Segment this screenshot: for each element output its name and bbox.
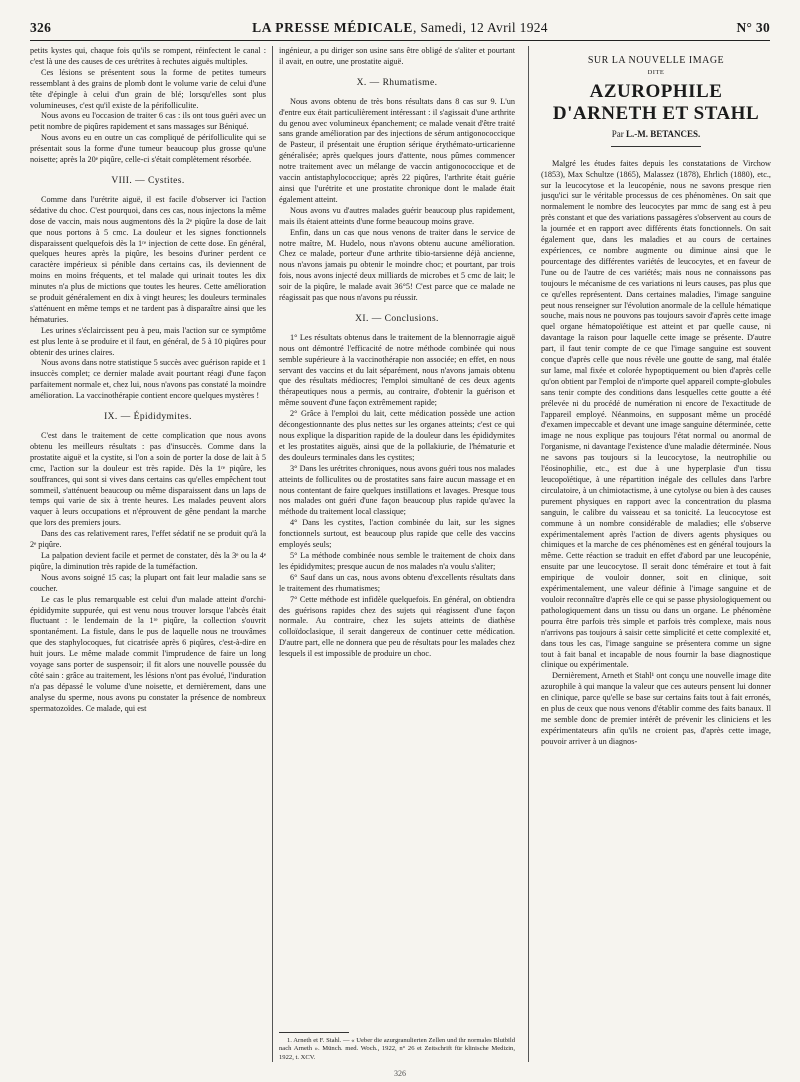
column-middle: [279, 46, 515, 1062]
column-right: [541, 46, 771, 1062]
section-number: VIII.: [111, 175, 133, 186]
section-number: X.: [356, 77, 367, 88]
footnote-rule: [279, 1032, 349, 1033]
article-title-main: AZUROPHILE: [589, 80, 723, 102]
paragraph: Nous avons eu l'occasion de traiter 6 cas : ils ont tous guéri avec un petit nombre de piqûres rapidement et sans massages sur Béniqué.: [30, 111, 266, 132]
paragraph: 1° Les résultats obtenus dans le traitement de la blennorragie aiguë nous ont démontré l'efficacité de notre méthode combinée qui nous semble supérieure à la vaccinothérapie non associée; en effet, en nous servant des vaccins et du lait séparément, nous n'avons jamais obtenu que des résultats médiocres; l'emploi simultané de ces deux agents thérapeutiques nous a permis, au contraire, d'obtenir la guérison et même souvent d'une façon extrêmement rapide;: [279, 332, 515, 408]
section-heading-epididymites: IX. — Épididymites.: [104, 412, 192, 423]
paragraph: Ces lésions se présentent sous la forme de petites tumeurs ressemblant à des grains de plomb dont le volume varie de celui d'une tête d'épingle à celui d'un grain de blé; lorsqu'elles sont plus volumineuses, c'est qu'il existe de la périfolliculite.: [30, 67, 266, 110]
paragraph: Nous avons soigné 15 cas; la plupart ont fait leur maladie sans se coucher.: [30, 572, 266, 593]
author-name: L.-M. BETANCES.: [625, 128, 701, 139]
title-rule: [611, 146, 701, 147]
section-title: Conclusions.: [384, 313, 439, 324]
column-rule-left: [272, 46, 273, 1062]
page-number: 326: [30, 20, 52, 35]
paragraph: 2° Grâce à l'emploi du lait, cette médication possède une action décongestionnante des plus nettes sur les organes atteints; c'est ce qui nous explique la disparition rapide de la douleur dans les épididymites et les prostatites aiguës, ainsi que de la pollakiurie, de l'hématurie et des douleurs terminales dans les cystites;: [279, 409, 515, 462]
issue-number: N° 30: [736, 20, 770, 35]
column-rule-right: [528, 46, 529, 1062]
paragraph: 5° La méthode combinée nous semble le traitement de choix dans les épididymites; presque aucun de nos malades n'a voulu s'aliter;: [279, 550, 515, 571]
section-number: IX.: [104, 412, 118, 423]
page-footer: 326: [394, 1069, 406, 1078]
running-header: [30, 18, 770, 41]
paragraph: ingénieur, a pu diriger son usine sans être obligé de s'aliter et pourtant il avait, en outre, une prostatite aiguë.: [279, 46, 515, 66]
article-title-line-2: DITE: [647, 68, 665, 76]
paragraph: Le cas le plus remarquable est celui d'un malade atteint d'orchi-épididymite suppurée, qui est venu nous trouver lorsque l'abcès était fluctuant : le lendemain de la 1ʳᵉ piqûre, la collection s'ouvrit spontanément. La fistule, dans le pus de laquelle nous ne trouvâmes que des staphylocoques, fut cicatrisée après 6 piqûres, c'est-à-dire en huit jours. Le même malade commit l'imprudence de faire un long voyage sans porter de suspensoir; il fit alors une nouvelle poussée du côté sain : grâce au traitement, les lésions n'ont pas évolué, l'induration n'a pas dépassé le volume d'une noisette, et dernièrement, dans une analyse du sperme, nous avons pu constater la présence de nombreux spermatozoïdes. Ce malade, qui est: [30, 594, 266, 713]
paragraph: Enfin, dans un cas que nous venons de traiter dans le service de notre maître, M. Hudelo, nous n'avons obtenu aucune amélioration. Chez ce malade, porteur d'une arthrite tibio-tarsienne déjà ancienne, nous n'avons jamais pu obtenir le moindre choc; et pourtant, par trois fois, nous avons injecté deux milliards de microbes et 5 cmc de lait; le soir de la piqûre, le malade avait 36°5! C'est parce que ce malade ne réagissait pas que nous n'avons pu réussir.: [279, 227, 515, 303]
article-title-block: [541, 56, 771, 147]
column-left: [30, 46, 266, 1062]
footnote-block: [279, 1032, 515, 1062]
section-heading-rhumatisme: X. — Rhumatisme.: [356, 77, 438, 88]
journal-title: [30, 20, 770, 36]
paragraph: 6° Sauf dans un cas, nous avons obtenu d'excellents résultats dans le traitement des rhumatismes;: [279, 572, 515, 593]
paragraph: La palpation devient facile et permet de constater, dès la 3ᵉ ou la 4ᵉ piqûre, la diminution très rapide de la tuméfaction.: [30, 550, 266, 571]
section-title: Épididymites.: [133, 412, 192, 423]
issue-date: , Samedi, 12 Avril 1924: [412, 20, 548, 35]
paragraph: Dernièrement, Arneth et Stahl¹ ont conçu une nouvelle image dite azurophile à qui manque la valeur que ces auteurs pensent lui donner en clinique, parce qu'elle se base sur certains faits tout à fait erronés, en plus de ceux que nous venons d'établir comme des faits banaux. Il me semble donc de premier intérêt de prévenir les cliniciens et les expérimentateurs afin qu'ils ne croient pas, d'après cette image, pouvoir arriver à un diagnos-: [541, 671, 771, 746]
paragraph: Nous avons dans notre statistique 5 succès avec guérison rapide et 1 insuccès complet; ce dernier malade avait pourtant réagi d'une façon parfaitement normale et, chez lui, nous n'avons pas constaté la moindre amélioration. La vaccinothérapie contient encore quelques mystères !: [30, 358, 266, 401]
paragraph: 3° Dans les urétrites chroniques, nous avons guéri tous nos malades atteints de folliculites ou de prostatites sans faire aucun massage et en nous contentant de faire quelques instillations et lavages. Presque tous nos malades ont guéri d'une façon beaucoup plus rapide qu'avec la méthode du traitement local classique;: [279, 463, 515, 517]
section-heading-conclusions: XI. — Conclusions.: [355, 313, 439, 324]
section-title: Rhumatisme.: [382, 77, 438, 88]
byline-prefix: Par: [611, 128, 624, 139]
section-title: Cystites.: [148, 175, 185, 186]
section-number: XI.: [355, 313, 369, 324]
paragraph: Nous avons eu en outre un cas compliqué de périfolliculite qui se présentait sous la forme d'une tumeur beaucoup plus grosse qu'une noisette; après la 20ᵉ piqûre, celle-ci s'était complètement résorbée.: [30, 133, 266, 165]
footnote: 1. Arneth et F. Stahl. — « Ueber die azurgranulierten Zellen und ihr normales Blutbild nach Arneth ». Münch. med. Woch., 1922, n° 26 et Zeitschrift für klinische Medizin, 1922, t. XCV.: [279, 1036, 515, 1061]
paragraph: 4° Dans les cystites, l'action combinée du lait, sur les signes fonctionnels surtout, est beaucoup plus rapide que celle des vaccins employés seuls;: [279, 518, 515, 550]
paragraph: Comme dans l'urétrite aiguë, il est facile d'observer ici l'action sédative du choc. C'est pourquoi, dans ces cas, nous injectons la même dose de vaccin, mais nous augmentons dès la 2ᵉ piqûre la dose de lait que nous portons à 5 cmc. La douleur et les signes fonctionnels disparaissent quelquefois dès la 1ʳᵉ injection de cette dose. En général, quelques heures après la piqûre, les besoins d'uriner perdent ce caractère impérieux si pénible dans certains cas, ils deviennent de moins en moins fréquents, et tel malade qui urinait toutes les dix minutes n'a plus de mictions que toutes les heures. Cette amélioration se produit généralement en dix à vingt heures; les douleurs terminales s'atténuent en même temps et ne tardent pas à disparaître ainsi que les hématuries.: [30, 194, 266, 324]
paragraph: petits kystes qui, chaque fois qu'ils se rompent, réinfectent le canal : c'est là une des causes de ces urétrites à rechutes aiguës multiples.: [30, 46, 266, 66]
section-heading-cystites: VIII. — Cystites.: [111, 175, 185, 186]
article-title-sub: D'ARNETH ET STAHL: [552, 102, 760, 124]
article-byline: [541, 129, 771, 140]
journal-name: LA PRESSE MÉDICALE: [252, 20, 413, 35]
article-title-line-1: SUR LA NOUVELLE IMAGE: [587, 55, 725, 66]
paragraph: 7° Cette méthode est infidèle quelquefois. En général, on obtiendra des guérisons rapides chez des sujets qui réagissent d'une façon normale. Au contraire, chez les sujets atteints de diathèse colloïdoclasique, il serait dangereux de continuer cette médication. D'autre part, elle ne donnera que peu de résultats pour les malades chez lesquels il est impossible de produire un choc.: [279, 594, 515, 659]
paragraph: Dans des cas relativement rares, l'effet sédatif ne se produit qu'à la 2ᵉ piqûre.: [30, 529, 266, 550]
paragraph: Nous avons vu d'autres malades guérir beaucoup plus rapidement, mais ils étaient atteints d'une forme beaucoup moins grave.: [279, 205, 515, 226]
paragraph: Nous avons obtenu de très bons résultats dans 8 cas sur 9. L'un d'entre eux était particulièrement intéressant : il s'agissait d'une arthrite du genou avec volumineux épanchement; ce malade venait d'être traité sans grande amélioration par des injections de sérum antigonococcique de Pasteur, il présentait une éruption sérique érythémato-urticarienne généralisée; après quelques jours d'attente, nous pûmes commencer notre traitement avec un mélange de vaccin antigonococcique et de vaccin antistaphylococcique; après 22 piqûres, l'arthrite était guérie ainsi que l'urétrite et une prostatite chronique dont le malade était également atteint.: [279, 96, 515, 204]
paragraph: Malgré les études faites depuis les constatations de Virchow (1853), Max Schultze (1865), Malassez (1878), Ehrlich (1880), etc., sur la leucocytose et la leucopénie, nous ne savons presque rien jusqu'ici sur le véritable processus de ces phénomènes. On sait que normalement le nombre des leucocytes par mmc de sang est à peu près constant et que des variations passagères s'observent au cours de la journée et en rapport avec différents états fonctionnels. On sait également que, dans les maladies et au cours de certaines expériences, ce nombre augmente ou diminue ainsi que le pourcentage des différentes variétés de leucocytes, et en faveur de l'une ou de l'autre de ces variétés; mais nous ne connaissons pas toujours le mécanisme de ces variations ni leurs causes, pas plus que ce qu'elles représentent. Dans certaines maladies, l'image sanguine peut nous renseigner sur l'évolution anormale de la cellule hématique souche, mais nous ne pouvons pas toujours savoir d'après cette image quel organe hématopoïétique est atteint et par quelle cause, ni davantage la raison pour laquelle cette image se présente. D'autre part, il faut tenir compte de ce que l'image sanguine est souvent conçue d'après celle que nous révèle une goutte de sang, mal étalée sur lame, mal fixée et colorée hypoptiquement ou bien d'après celle qu'on obtient par l'emploi de n'importe quel appareil compte-globules sans tenir compte des conditions dans lesquelles cette goutte a été prélevée ni du procédé de numération ni encore de l'exactitude de l'appareil employé. Néanmoins, en supposant même un procédé d'examen impeccable et devant une image sanguine déterminée, cette image ne nous explique pas toujours l'état normal ou anormal de l'organisme, ni davantage l'existence d'une maladie déterminée. Nous ne savons pas toujours si la leucocytose, la neutrophilie ou l'éosinophilie, etc., est due à une hyperplasie d'un tissu leucopoïétique, à une répartition inégale des cellules dans l'arbre circulatoire, à un chimiotactisme, à une cytolyse ou bien à des causes purement physiques en rapport avec la concentration du plasma sanguin, le calibre du vaisseau et sa tonicité. La leucocytose est commune à un nombre considérable de maladies; elle s'observe expérimentalement après l'action de divers agents physiques ou chimiques et la marche de ces phénomènes est en général toujours la même. Cette réaction se traduit en effet d'abord par une leucopénie, ensuite par une leucocytose. Il serait donc téméraire et tout à fait empirique de vouloir donner, soit en clinique, soit expérimentalement, une valeur définie à l'image sanguine et de vouloir reconnaître d'après elle ce qui se passe physiologiquement ou pathologiquement dans un tissu ou dans un organe. Le phénomène pourra être parfois très simple et parfois très complexe, mais nous n'arrivons pas toujours à saisir cette simplicité et cette complexité et, dans tous les cas, l'image sanguine se présentera comme un signe tout à fait banal et incapable de nous fournir la base diagnostique clinique ou expérimentale.: [541, 158, 771, 670]
paragraph: C'est dans le traitement de cette complication que nous avons obtenu les meilleurs résultats : pas d'insuccès. Comme dans la prostatite aiguë et la cystite, si l'on a soin de porter la dose de lait à 5 cmc, l'action sur la douleur est très rapide. Dès la 1ʳᵉ piqûre, les souffrances, qui sont si vives dans certains cas qu'elles empêchent tout sommeil, s'atténuent beaucoup ou même disparaissent dans un laps de temps qui varie de six à trente heures. Les malades peuvent alors vaquer à leurs occupations et n'éprouvent de gêne pendant la marche que lors des premiers jours.: [30, 431, 266, 528]
paragraph: Les urines s'éclaircissent peu à peu, mais l'action sur ce symptôme est plus lente à se produire et il faut, en général, de 5 à 10 piqûres pour obtenir des urines claires.: [30, 325, 266, 357]
